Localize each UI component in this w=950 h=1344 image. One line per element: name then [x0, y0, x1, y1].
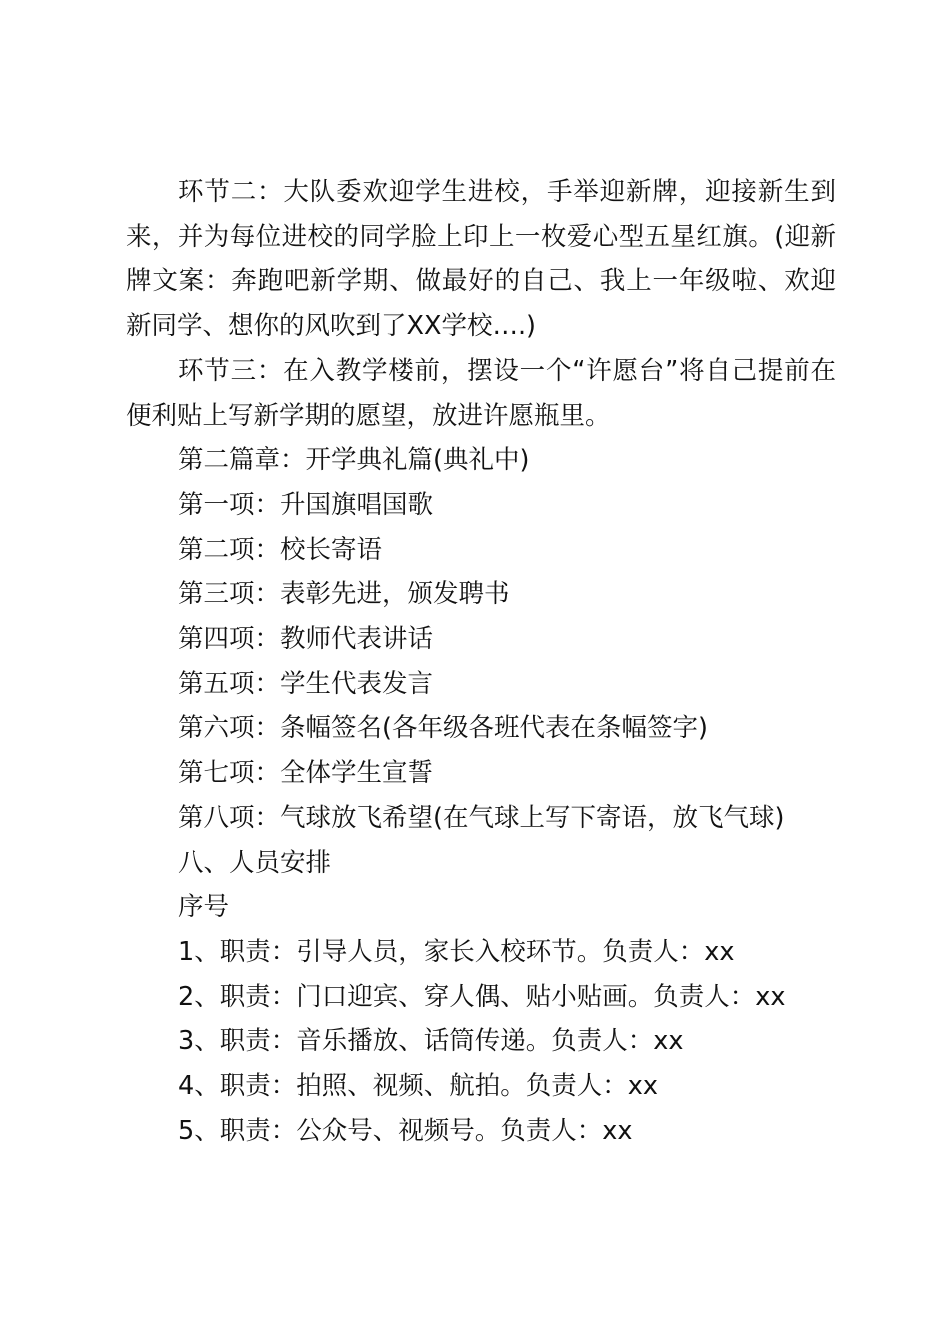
duty-item: 2、职责：门口迎宾、穿人偶、贴小贴画。负责人：xx: [178, 981, 786, 1012]
ceremony-item: 第一项：升国旗唱国歌: [178, 489, 434, 520]
document-body: [126, 170, 836, 1153]
ceremony-item: 第二项：校长寄语: [178, 534, 383, 565]
chapter-heading: 第二篇章：开学典礼篇(典礼中): [178, 445, 530, 476]
duty-item: 4、职责：拍照、视频、航拍。负责人：xx: [178, 1071, 658, 1102]
ceremony-item: 第四项：教师代表讲话: [178, 624, 434, 655]
ceremony-item: 第六项：条幅签名(各年级各班代表在条幅签字): [178, 713, 708, 744]
ceremony-item: 第三项：表彰先进，颁发聘书: [178, 579, 510, 610]
ceremony-item: 第八项：气球放飞希望(在气球上写下寄语，放飞气球): [178, 802, 785, 833]
duty-item: 1、职责：引导人员，家长入校环节。负责人：xx: [178, 936, 735, 967]
duty-item: 5、职责：公众号、视频号。负责人：xx: [178, 1115, 633, 1146]
paragraph-segment-three: 环节三：在入教学楼前，摆设一个“许愿台”将自己提前在便利贴上写新学期的愿望，放进许愿瓶里。: [126, 355, 836, 431]
ceremony-item: 第七项：全体学生宣誓: [178, 758, 434, 789]
duty-item: 3、职责：音乐播放、话筒传递。负责人：xx: [178, 1026, 684, 1057]
paragraph-segment-two: 环节二：大队委欢迎学生进校，手举迎新牌，迎接新生到来，并为每位进校的同学脸上印上一枚爱心型五星红旗。(迎新牌文案：奔跑吧新学期、做最好的自己、我上一年级啦、欢迎新同学、想你的风吹到了XX学校….): [126, 177, 836, 342]
list-label: 序号: [178, 892, 230, 923]
section-heading: 八、人员安排: [178, 847, 332, 878]
ceremony-item: 第五项：学生代表发言: [178, 668, 434, 699]
